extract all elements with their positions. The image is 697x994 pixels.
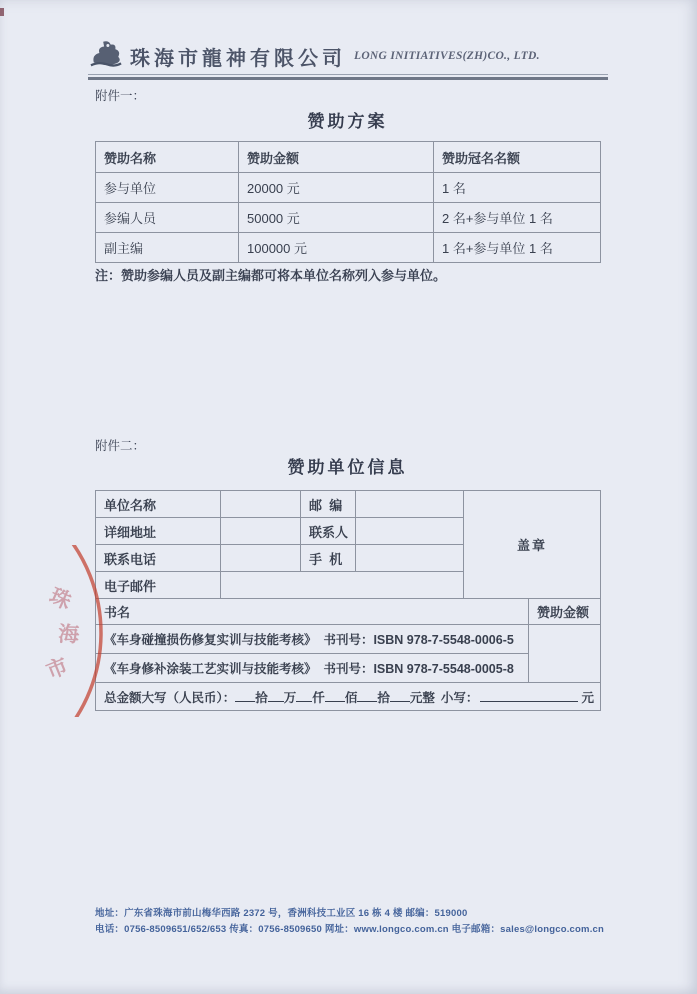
total-suffix: 元整 [409, 690, 435, 705]
postcode-field [356, 491, 464, 518]
cell-sponsor-name: 参与单位 [96, 173, 239, 203]
table-row [96, 173, 601, 203]
contact-field [356, 518, 464, 545]
dragon-logo-icon [88, 38, 124, 75]
col-sponsor-name: 赞助名称 [96, 142, 239, 173]
footer-phone-line: 电话：0756-8509651/652/653 传真：0756-8509650 网址：www.longco.com.cn 电子邮箱：sales@longco.com.cn [95, 923, 605, 935]
postcode-label: 邮 编 [301, 491, 356, 518]
book-title-isbn: 《车身修补涂装工艺实训与技能考核》 书刊号：ISBN 978-7-5548-0005-8 [96, 654, 529, 683]
phone-field [221, 545, 301, 572]
form-row-unit-name [96, 491, 601, 518]
cell-sponsor-name: 副主编 [96, 233, 239, 263]
seal-char: 珠 [45, 584, 75, 615]
book-header-row [96, 599, 601, 625]
book-amount-field [529, 625, 601, 683]
sponsor-info-title: 赞助单位信息 [287, 458, 408, 477]
sponsorship-plan-table [95, 141, 601, 263]
attachment2-label: 附件二： [95, 439, 146, 453]
table-row [96, 203, 601, 233]
sponsor-info-form-table [95, 490, 601, 711]
unit-wan: 万 [283, 690, 297, 705]
unit-name-label: 单位名称 [96, 491, 221, 518]
unit-bai: 佰 [344, 690, 358, 705]
scan-artifact-mark [0, 8, 4, 16]
blank-line [268, 689, 284, 702]
blank-line [390, 689, 410, 702]
seal-char: 海 [57, 623, 80, 647]
unit-name-field [221, 491, 301, 518]
unit-shi: 拾 [255, 690, 268, 705]
company-name-english: LONG INITIATIVES(ZH)CO., LTD. [354, 50, 540, 62]
email-field [221, 572, 464, 599]
cell-naming-quota: 1 名+参与单位 1 名 [434, 233, 601, 263]
total-amount-row [96, 683, 601, 711]
cell-sponsor-amount: 20000 元 [239, 173, 434, 203]
email-label: 电子邮件 [96, 572, 221, 599]
red-seal-stamp [0, 545, 112, 717]
footer-contact-info [95, 906, 660, 937]
small-amount-label: 小写： [440, 690, 479, 705]
blank-line [235, 689, 255, 702]
blank-line [325, 689, 345, 702]
table-header-row [96, 142, 601, 173]
sponsorship-plan-title: 赞助方案 [307, 112, 388, 131]
unit-shi2: 拾 [377, 690, 390, 705]
book-title-isbn: 《车身碰撞损伤修复实训与技能考核》 书刊号：ISBN 978-7-5548-0006-5 [96, 625, 529, 654]
letterhead [88, 38, 610, 74]
plan-note: 注：赞助参编人员及副主编都可将本单位名称列入参与单位。 [95, 268, 447, 283]
company-name-chinese: 珠海市龍神有限公司 [130, 47, 346, 70]
address-label: 详细地址 [96, 518, 221, 545]
seal-char: 市 [43, 654, 72, 684]
book-name-header: 书名 [96, 599, 529, 625]
address-field [221, 518, 301, 545]
mobile-label: 手 机 [301, 545, 356, 572]
col-sponsor-amount: 赞助金额 [239, 142, 434, 173]
total-prefix: 总金额大写（人民币）： [104, 690, 236, 705]
total-amount-line [96, 683, 601, 711]
small-amount-suffix: 元 [581, 690, 595, 705]
contact-label: 联系人 [301, 518, 356, 545]
letterhead-divider [88, 74, 608, 81]
blank-line [296, 689, 312, 702]
mobile-field [356, 545, 464, 572]
unit-qian: 仟 [312, 690, 325, 705]
book-row [96, 654, 601, 683]
phone-label: 联系电话 [96, 545, 221, 572]
cell-naming-quota: 1 名 [434, 173, 601, 203]
book-row [96, 625, 601, 654]
cell-sponsor-amount: 100000 元 [239, 233, 434, 263]
col-naming-quota: 赞助冠名名额 [434, 142, 601, 173]
attachment1-label: 附件一： [95, 89, 146, 103]
cell-sponsor-amount: 50000 元 [239, 203, 434, 233]
table-row [96, 233, 601, 263]
company-stamp-area: 盖章 [464, 491, 601, 599]
book-amount-header: 赞助金额 [529, 599, 601, 625]
blank-line [480, 689, 577, 702]
cell-sponsor-name: 参编人员 [96, 203, 239, 233]
cell-naming-quota: 2 名+参与单位 1 名 [434, 203, 601, 233]
blank-line [357, 689, 377, 702]
footer-address-line: 地址：广东省珠海市前山梅华西路 2372 号，香洲科技工业区 16 栋 4 楼 邮编：519000 [95, 908, 468, 919]
